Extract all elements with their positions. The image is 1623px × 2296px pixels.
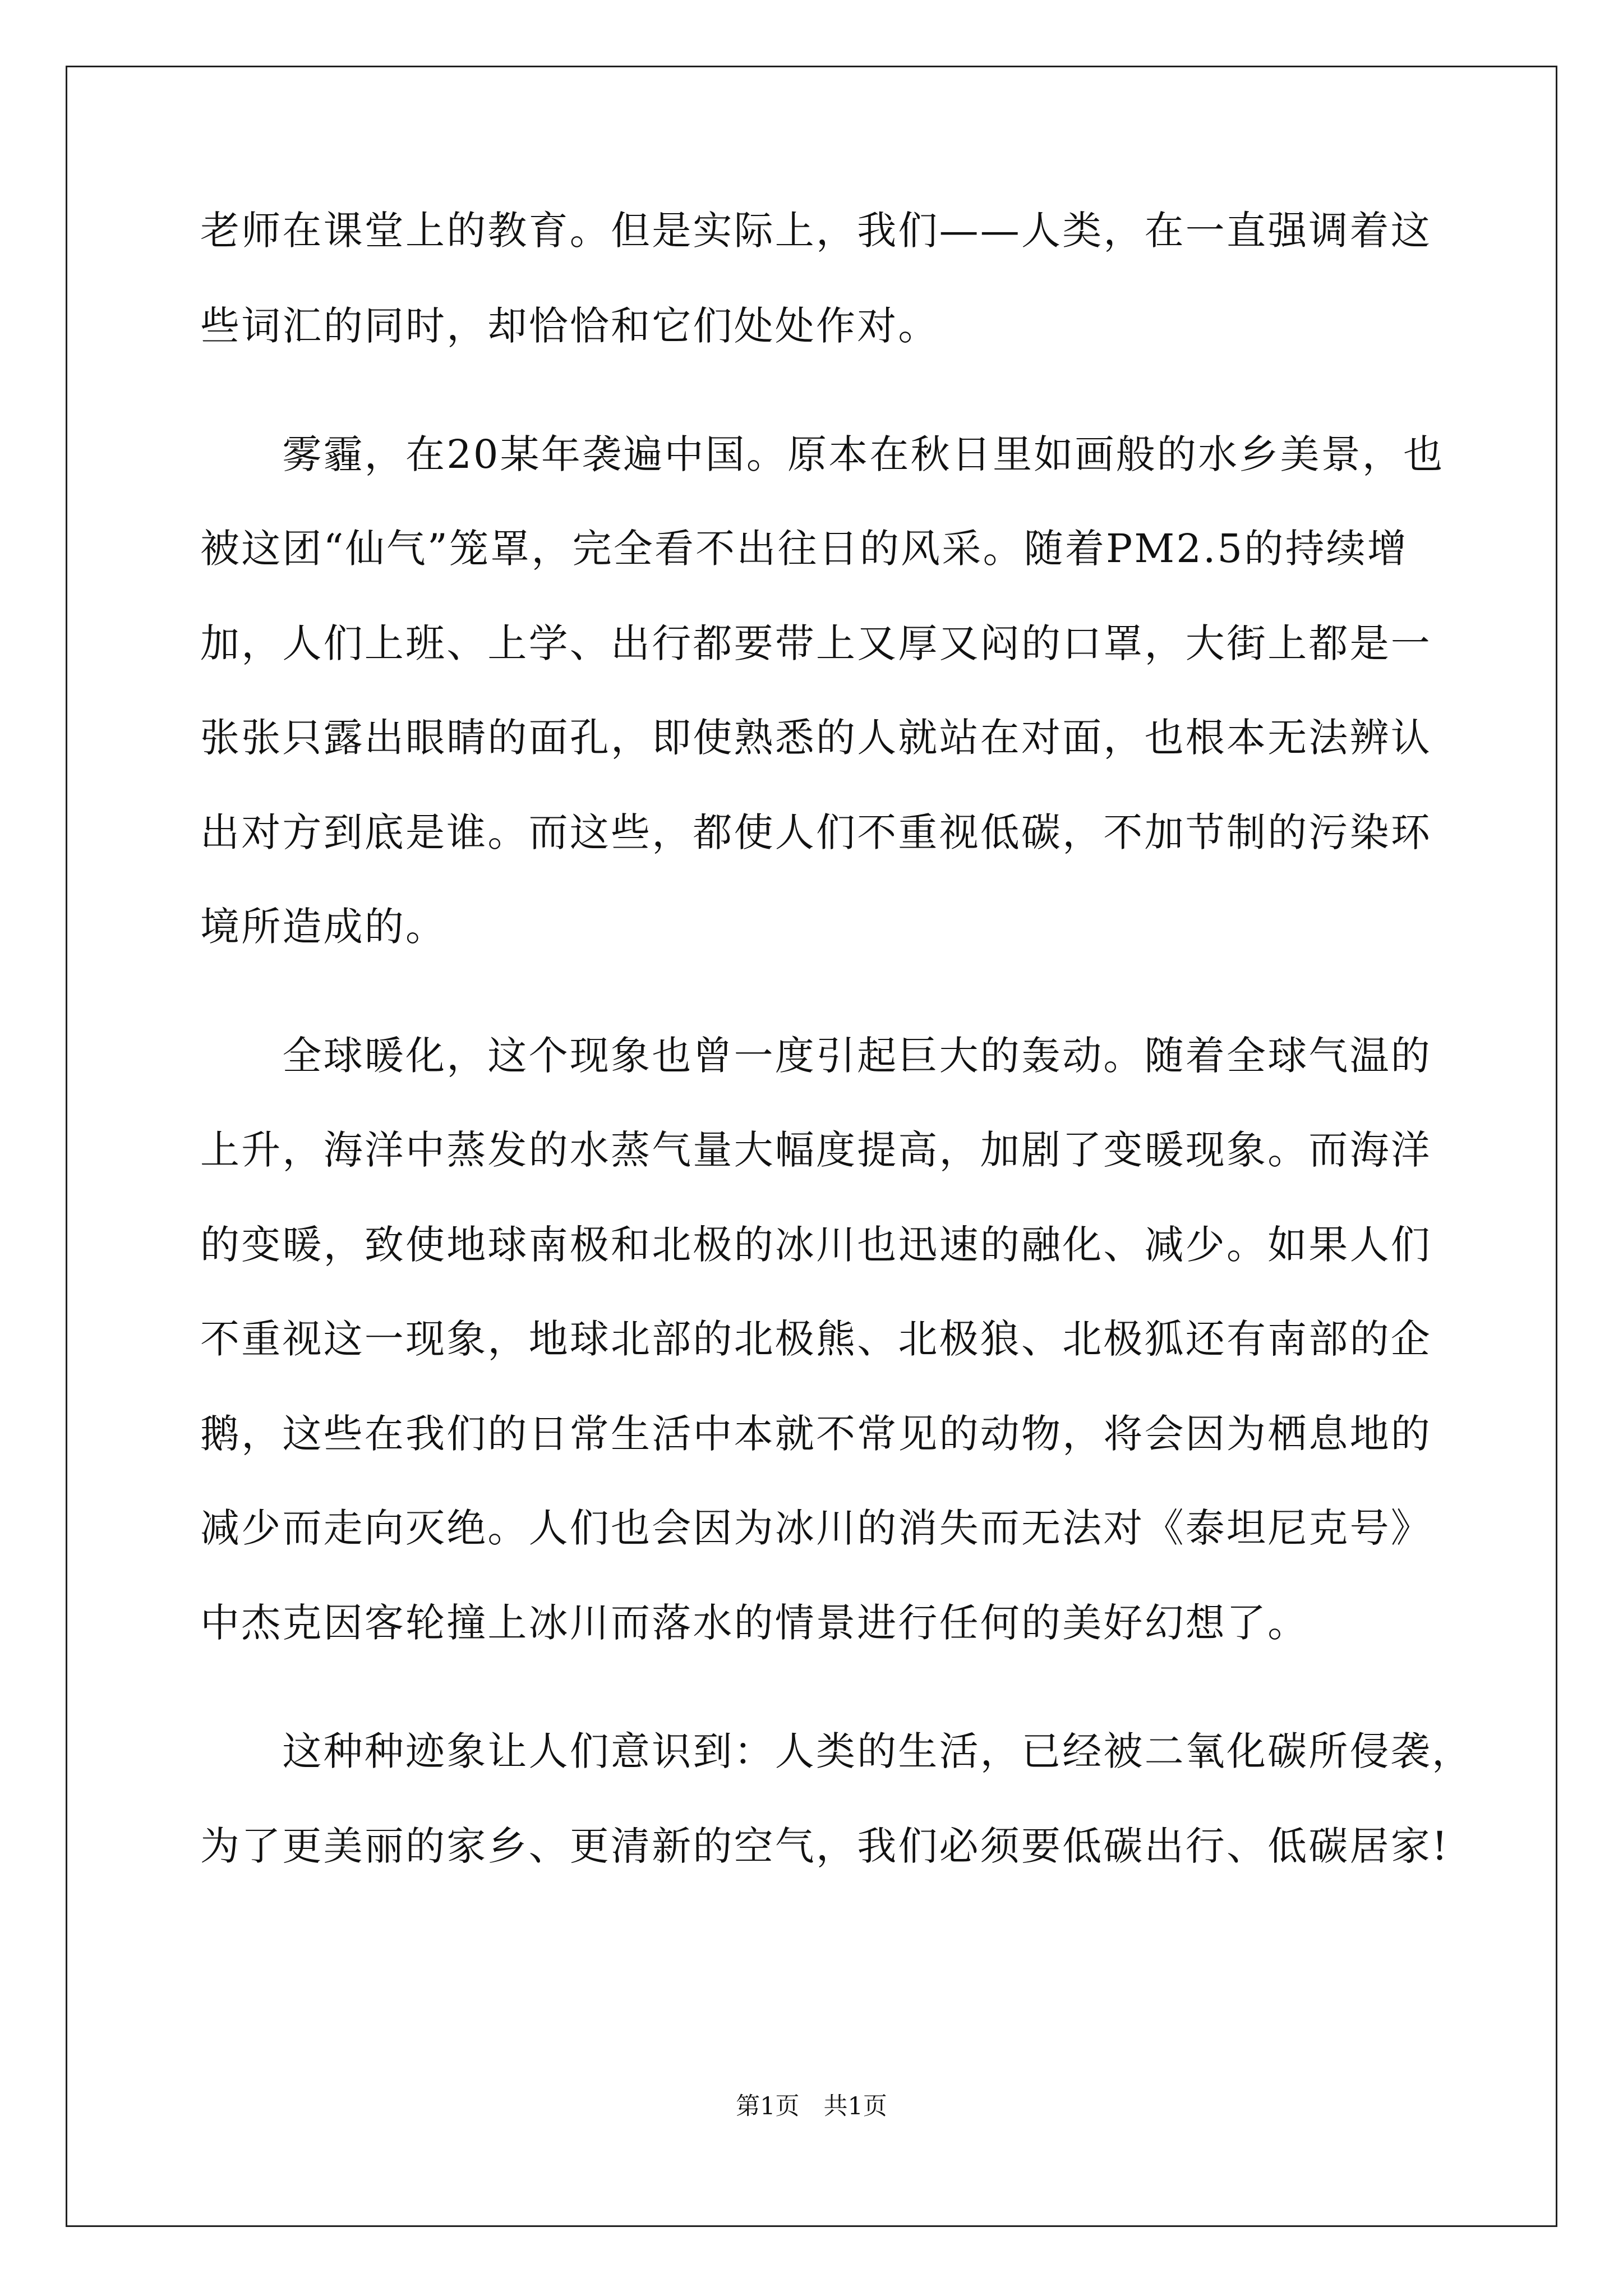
- text-line: 鹅，这些在我们的日常生活中本就不常见的动物，将会因为栖息地的: [200, 1411, 1432, 1457]
- text-line: 这种种迹象让人们意识到：人类的生活，已经被二氧化碳所侵袭，: [200, 1728, 1473, 1774]
- text-line: 出对方到底是谁。而这些，都使人们不重视低碳，不加节制的污染环: [200, 809, 1432, 855]
- text-line: 些词汇的同时，却恰恰和它们处处作对。: [200, 303, 939, 349]
- text-line: 的变暖，致使地球南极和北极的冰川也迅速的融化、减少。如果人们: [200, 1222, 1432, 1268]
- text-line: 被这团“仙气”笼罩，完全看不出往日的风采。随着PM2.5的持续增: [200, 526, 1409, 572]
- text-line: 全球暖化，这个现象也曾一度引起巨大的轰动。随着全球气温的: [200, 1033, 1432, 1079]
- text-line: 老师在课堂上的教育。但是实际上，我们——人类，在一直强调着这: [200, 208, 1432, 254]
- text-line: 为了更美丽的家乡、更清新的空气，我们必须要低碳出行、低碳居家!: [200, 1823, 1450, 1869]
- text-line: 上升，海洋中蒸发的水蒸气量大幅度提高，加剧了变暖现象。而海洋: [200, 1127, 1432, 1173]
- text-line: 不重视这一现象，地球北部的北极熊、北极狼、北极狐还有南部的企: [200, 1316, 1432, 1362]
- text-line: 中杰克因客轮撞上冰川而落水的情景进行任何的美好幻想了。: [200, 1600, 1309, 1646]
- text-line: 张张只露出眼睛的面孔，即使熟悉的人就站在对面，也根本无法辨认: [200, 715, 1432, 761]
- text-line: 减少而走向灭绝。人们也会因为冰川的消失而无法对《泰坦尼克号》: [200, 1505, 1432, 1551]
- text-line: 雾霾，在20某年袭遍中国。原本在秋日里如画般的水乡美景，也: [200, 431, 1445, 477]
- page-number: 第1页 共1页: [736, 2092, 887, 2120]
- text-line: 加，人们上班、上学、出行都要带上又厚又闷的口罩，大街上都是一: [200, 620, 1432, 666]
- text-line: 境所造成的。: [200, 904, 447, 950]
